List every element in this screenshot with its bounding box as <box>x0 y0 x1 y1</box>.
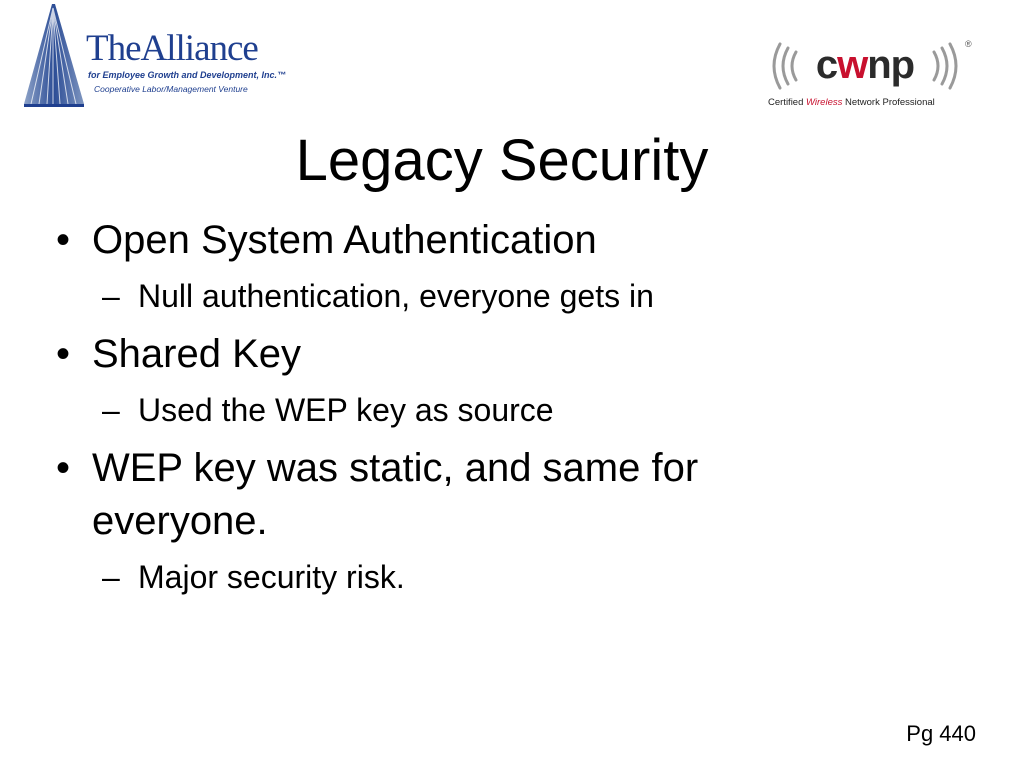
slide-title: Legacy Security <box>295 128 709 193</box>
bullet-text: Shared Key <box>92 332 302 376</box>
alliance-tagline: for Employee Growth and Development, Inc.™ <box>88 70 287 80</box>
sub-bullet-marker: – <box>102 392 120 428</box>
alliance-spire-icon <box>22 4 86 108</box>
sub-bullet-item <box>54 557 814 597</box>
bullet-marker: • <box>56 446 71 490</box>
alliance-logo <box>22 4 287 108</box>
sub-bullet-text: Null authentication, everyone gets in <box>138 278 654 314</box>
bullet-text: WEP key was static, and same for everyone. <box>92 446 699 543</box>
alliance-subtitle: Cooperative Labor/Management Venture <box>94 84 248 94</box>
cwnp-wordmark: cwnp <box>815 43 915 87</box>
bullet-item <box>54 442 814 548</box>
sub-bullet-marker: – <box>102 559 120 595</box>
bullet-marker: • <box>56 218 71 262</box>
alliance-wordmark: TheAlliance <box>86 28 258 69</box>
page-number: Pg 440 <box>906 721 976 746</box>
cwnp-logo <box>766 38 976 114</box>
slide-body <box>54 214 814 609</box>
sub-bullet-item <box>54 276 814 316</box>
bullet-item <box>54 214 814 267</box>
cwnp-tagline: Certified Wireless Network Professional <box>768 97 935 108</box>
bullet-text: Open System Authentication <box>92 218 597 262</box>
sub-bullet-text: Major security risk. <box>138 559 405 595</box>
sub-bullet-text: Used the WEP key as source <box>138 392 554 428</box>
registered-mark: ® <box>965 39 972 49</box>
bullet-marker: • <box>56 332 71 376</box>
sub-bullet-marker: – <box>102 278 120 314</box>
sub-bullet-item <box>54 390 814 430</box>
cwnp-wave-icon <box>766 38 976 94</box>
bullet-item <box>54 328 814 381</box>
